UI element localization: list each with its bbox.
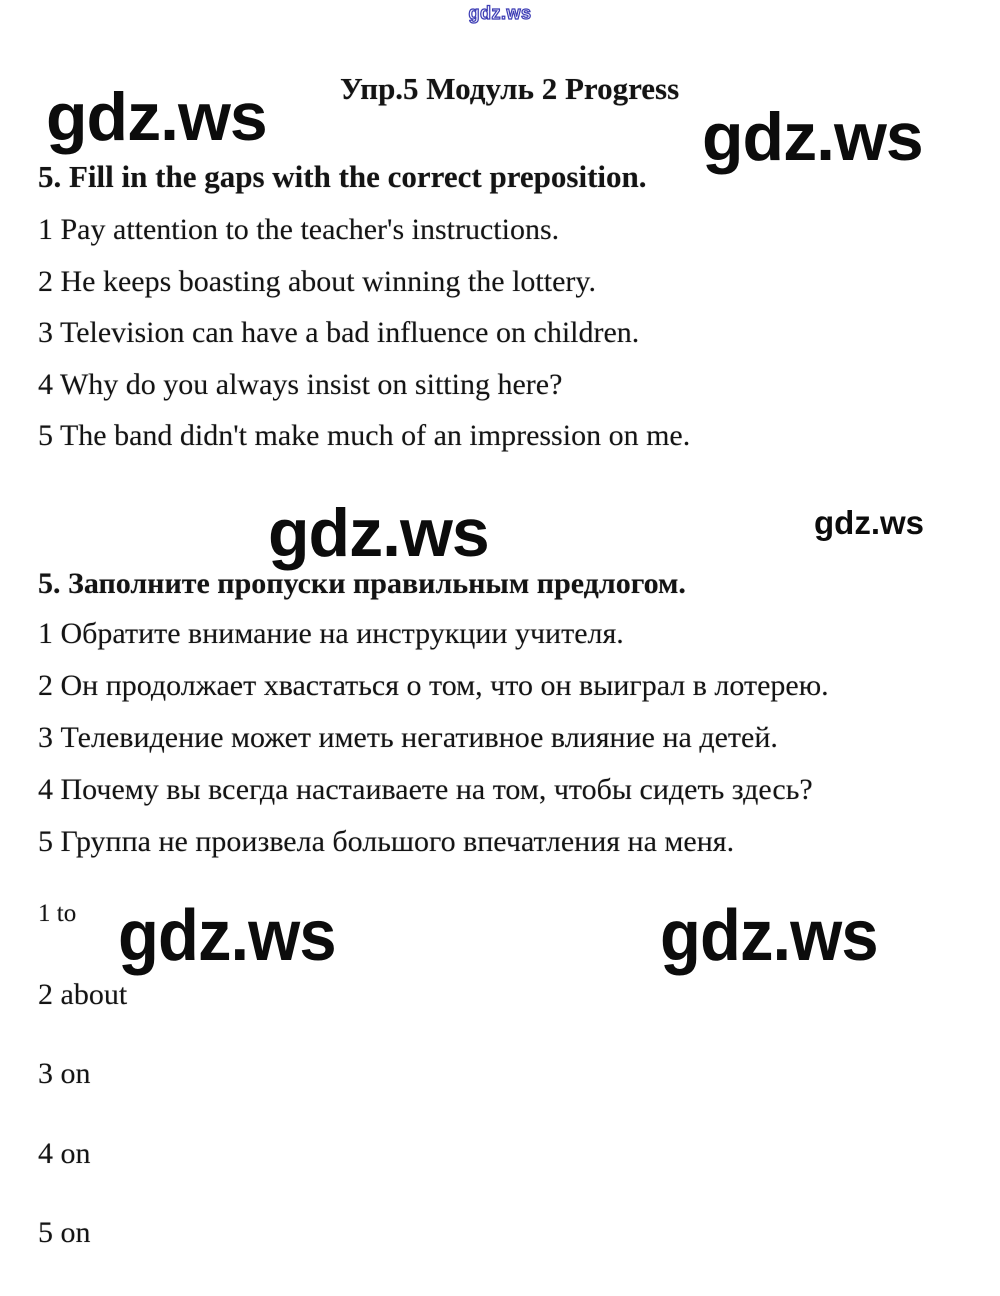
russian-sentence-list (38, 608, 829, 868)
gdz-watermark: gdz.ws (268, 495, 489, 571)
gdz-watermark-small: gdz.ws (814, 504, 925, 541)
answer-item: 4 on (38, 1136, 91, 1170)
answer-item: 3 on (38, 1057, 91, 1091)
english-sentence: 1 Pay attention to the teacher's instructions. (38, 213, 560, 246)
russian-sentence: 2 Он продолжает хвастаться о том, что он выиграл в лотерею. (38, 669, 829, 702)
english-sentence: 4 Why do you always insist on sitting here? (38, 367, 563, 401)
english-task-heading: 5. Fill in the gaps with the correct preposition. (38, 159, 647, 194)
english-sentence: 2 He keeps boasting about winning the lottery. (38, 264, 596, 298)
russian-task-heading: 5. Заполните пропуски правильным предлогом. (38, 567, 686, 600)
answer-item: 5 on (38, 1215, 91, 1249)
answer-item: 2 about (38, 978, 128, 1012)
gdz-watermark: gdz.ws (702, 99, 923, 175)
russian-sentence: 4 Почему вы всегда настаиваете на том, чтобы сидеть здесь? (38, 773, 813, 806)
russian-sentence: 1 Обратите внимание на инструкции учителя. (38, 617, 624, 650)
gdz-watermark: gdz.ws (46, 79, 267, 155)
site-watermark-top: gdz.ws (468, 3, 532, 23)
english-sentence: 3 Television can have a bad influence on children. (38, 316, 640, 349)
answer-item: 1 to (38, 900, 77, 927)
english-sentence: 5 The band didn't make much of an impression on me. (38, 419, 691, 452)
exercise-title: Упр.5 Модуль 2 Progress (340, 71, 680, 106)
english-sentence-list (38, 204, 690, 462)
gdz-watermark: gdz.ws (660, 896, 878, 976)
answers-list (38, 899, 127, 1295)
russian-sentence: 3 Телевидение может иметь негативное влияние на детей. (38, 721, 778, 754)
russian-sentence: 5 Группа не произвела большого впечатления на меня. (38, 825, 735, 858)
gdz-watermark: gdz.ws (118, 896, 336, 976)
